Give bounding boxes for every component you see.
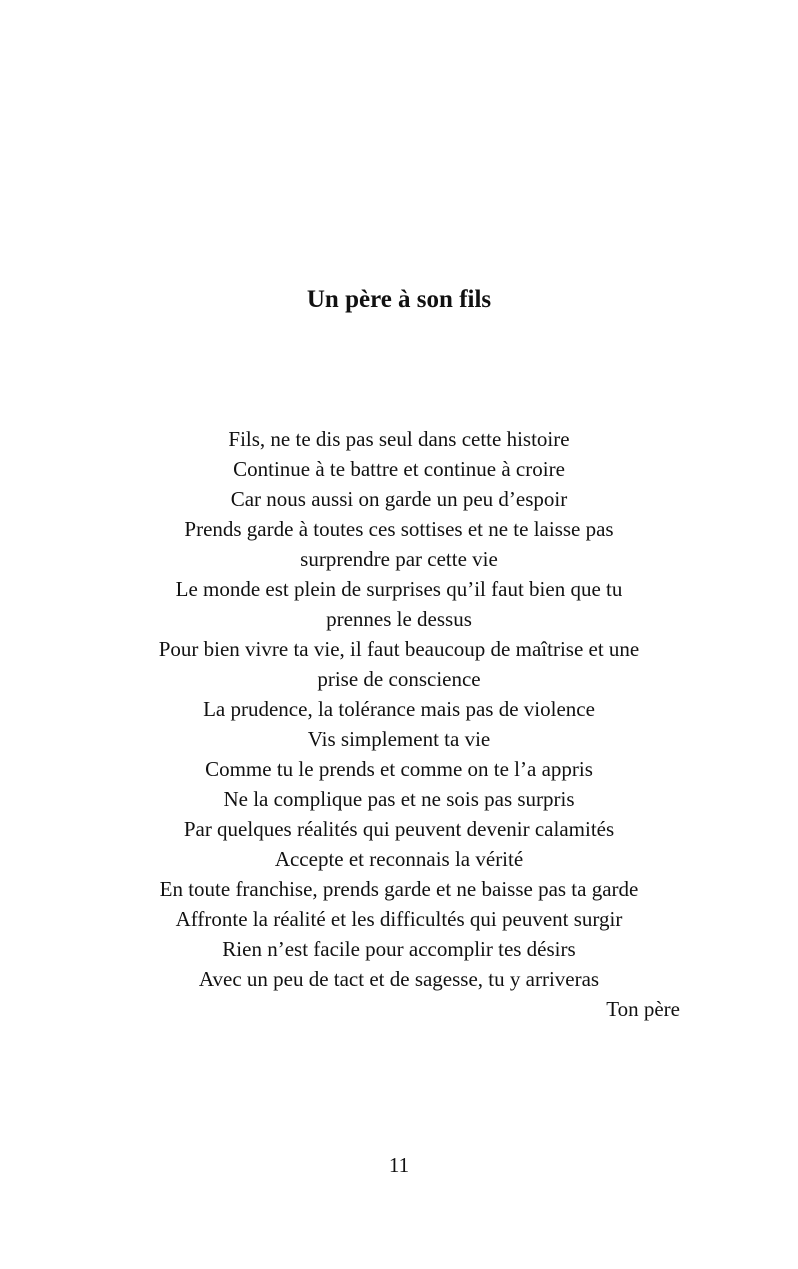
poem-line: prennes le dessus	[326, 607, 472, 631]
poem-title: Un père à son fils	[306, 286, 492, 313]
poem-line: surprendre par cette vie	[300, 547, 498, 571]
poem-line: Le monde est plein de surprises qu’il faut bien que tu	[175, 577, 623, 601]
poem-line: Avec un peu de tact et de sagesse, tu y arriveras	[198, 967, 600, 991]
poem-line: La prudence, la tolérance mais pas de violence	[203, 697, 595, 721]
poem-line: Rien n’est facile pour accomplir tes désirs	[222, 937, 576, 961]
poem-body	[120, 424, 678, 994]
poem-line: Accepte et reconnais la vérité	[274, 847, 524, 871]
page-number: 11	[388, 1153, 410, 1177]
poem-line: En toute franchise, prends garde et ne baisse pas ta garde	[159, 877, 639, 901]
poem-line: Pour bien vivre ta vie, il faut beaucoup de maîtrise et une	[158, 637, 640, 661]
poem-line: Prends garde à toutes ces sottises et ne te laisse pas	[184, 517, 614, 541]
poem-signature: Ton père	[606, 997, 680, 1021]
poem-line: prise de conscience	[317, 667, 481, 691]
poem-line: Affronte la réalité et les difficultés qui peuvent surgir	[175, 907, 623, 931]
poem-line: Ne la complique pas et ne sois pas surpris	[223, 787, 575, 811]
poem-line: Car nous aussi on garde un peu d’espoir	[230, 487, 568, 511]
poem-line: Fils, ne te dis pas seul dans cette histoire	[228, 427, 570, 451]
poem-line: Par quelques réalités qui peuvent devenir calamités	[183, 817, 615, 841]
poem-line: Comme tu le prends et comme on te l’a appris	[205, 757, 593, 781]
poem-line: Continue à te battre et continue à croire	[233, 457, 565, 481]
poem-line: Vis simplement ta vie	[307, 727, 491, 751]
